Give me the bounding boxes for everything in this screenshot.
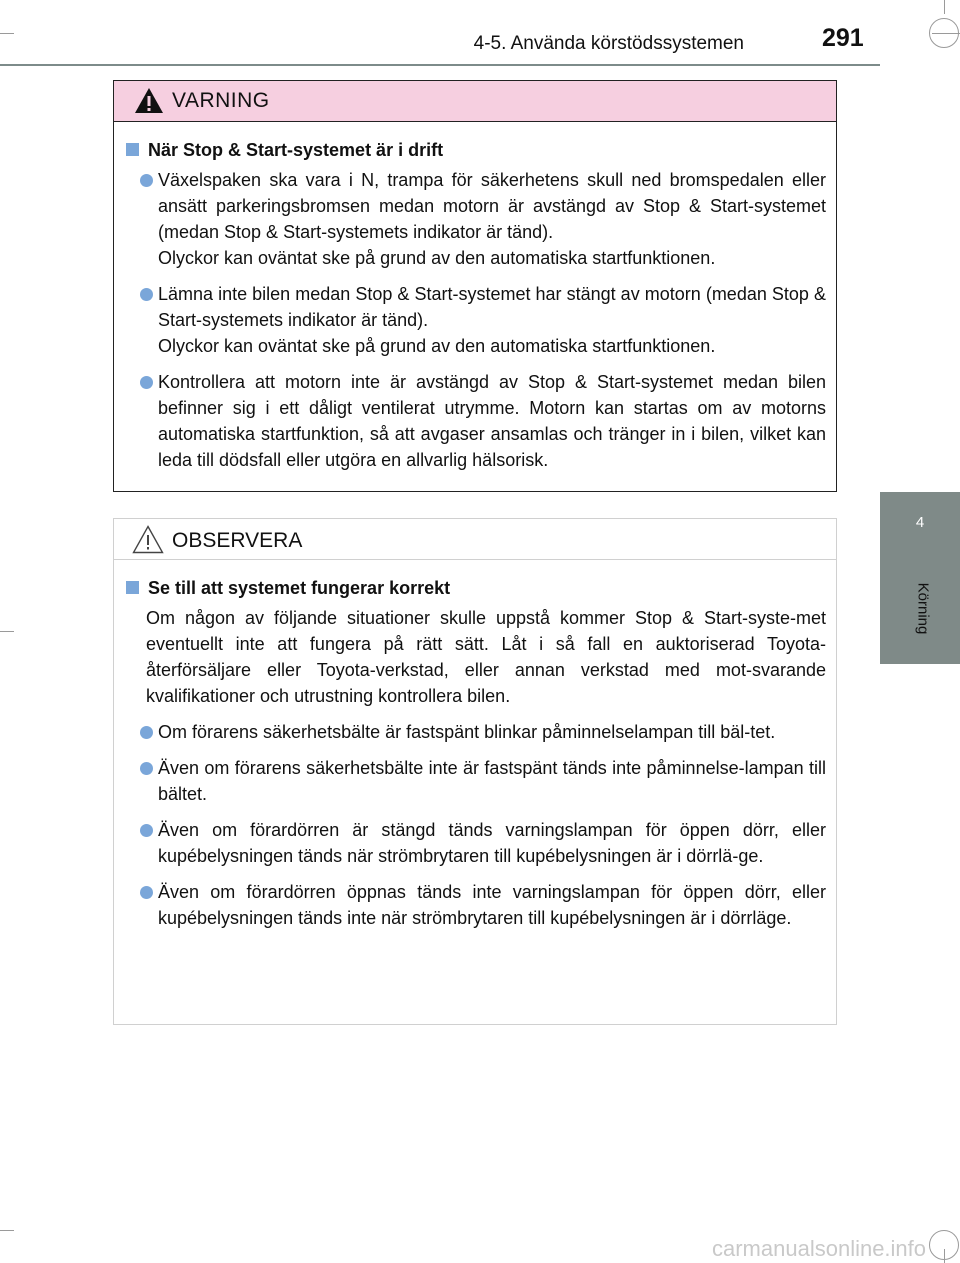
bullet-icon (140, 726, 153, 739)
registration-mark (929, 18, 959, 48)
crop-mark (944, 0, 945, 14)
notice-content (126, 575, 826, 941)
warning-section-title (126, 137, 826, 163)
warning-box (113, 80, 837, 492)
warning-item-text: Växelspaken ska vara i N, trampa för säkerhetens skull ned bromspedalen eller ansätt parkeringsbromsen medan motorn är avstängd av Stop & Start-systemet (medan Stop & Start-systemets indikator är tänd). (158, 170, 826, 242)
bullet-icon (140, 174, 153, 187)
notice-header (114, 519, 836, 560)
warning-item-text: Lämna inte bilen medan Stop & Start-systemet har stängt av motorn (medan Stop & Start-systemets indikator är tänd). (158, 284, 826, 330)
notice-item-text: Även om förarens säkerhetsbälte inte är fastspänt tänds inte påminnelse-lampan till bältet. (158, 758, 826, 804)
notice-item-text: Om förarens säkerhetsbälte är fastspänt blinkar påminnelselampan till bäl-tet. (158, 722, 776, 742)
bullet-icon (140, 824, 153, 837)
notice-item-text: Även om förardörren öppnas tänds inte varningslampan för öppen dörr, eller kupébelysningen tänds inte när strömbrytaren till kupébelysningen är i dörrläge. (158, 882, 826, 928)
warning-item (126, 369, 826, 473)
notice-intro: Om någon av följande situationer skulle uppstå kommer Stop & Start-syste-met eventuellt inte att fungera på rätt sätt. Låt i så fall en auktoriserad Toyota-återförsäljare eller Toyota-verkstad, eller annan verkstad med mot-svarande kvalifikationer och utrustning kontrollera bilen. (146, 608, 826, 706)
warning-item-note: Olyckor kan oväntat ske på grund av den automatiska startfunktionen. (158, 248, 716, 268)
warning-header (114, 81, 836, 122)
notice-heading: OBSERVERA (172, 529, 303, 552)
registration-mark (929, 1230, 959, 1260)
warning-triangle-icon (134, 87, 164, 114)
crop-mark (0, 33, 14, 34)
notice-item (126, 879, 826, 931)
chapter-heading: 4-5. Använda körstödssystemen (473, 33, 744, 54)
notice-item (126, 755, 826, 807)
warning-item (126, 167, 826, 271)
page-number: 291 (822, 24, 864, 52)
warning-item-note: Olyckor kan oväntat ske på grund av den automatiska startfunktionen. (158, 336, 716, 356)
bullet-icon (140, 376, 153, 389)
header-rule (0, 64, 880, 66)
notice-box (113, 518, 837, 1025)
crop-mark (0, 1230, 14, 1231)
notice-item (126, 719, 826, 745)
bullet-icon (140, 762, 153, 775)
chapter-label: Körning (914, 582, 932, 635)
warning-heading: VARNING (172, 89, 270, 112)
watermark: carmanualsonline.info (712, 1236, 927, 1261)
bullet-icon (140, 288, 153, 301)
chapter-number: 4 (915, 514, 925, 531)
square-bullet-icon (126, 143, 139, 156)
chapter-label-box (888, 576, 940, 646)
notice-item-text: Även om förardörren är stängd tänds varningslampan för öppen dörr, eller kupébelysningen tänds när strömbrytaren till kupébelysningen är i dörrlä-ge. (158, 820, 826, 866)
warning-section-title-text: När Stop & Start-systemet är i drift (148, 140, 444, 160)
warning-content (126, 137, 826, 483)
crop-mark (0, 631, 14, 632)
square-bullet-icon (126, 581, 139, 594)
warning-item (126, 281, 826, 359)
notice-item (126, 817, 826, 869)
notice-section-title-text: Se till att systemet fungerar korrekt (148, 578, 451, 598)
warning-item-text: Kontrollera att motorn inte är avstängd av Stop & Start-systemet medan bilen befinner sig i ett dåligt ventilerat utrymme. Motorn kan startas om av motorns automatiska startfunktion, så att avgaser ansamlas och tränger in i bilen, vilket kan leda till dödsfall eller utgöra en allvarlig hälsorisk. (158, 372, 826, 470)
bullet-icon (140, 886, 153, 899)
notice-section-title (126, 575, 826, 601)
notice-triangle-icon (132, 525, 164, 554)
